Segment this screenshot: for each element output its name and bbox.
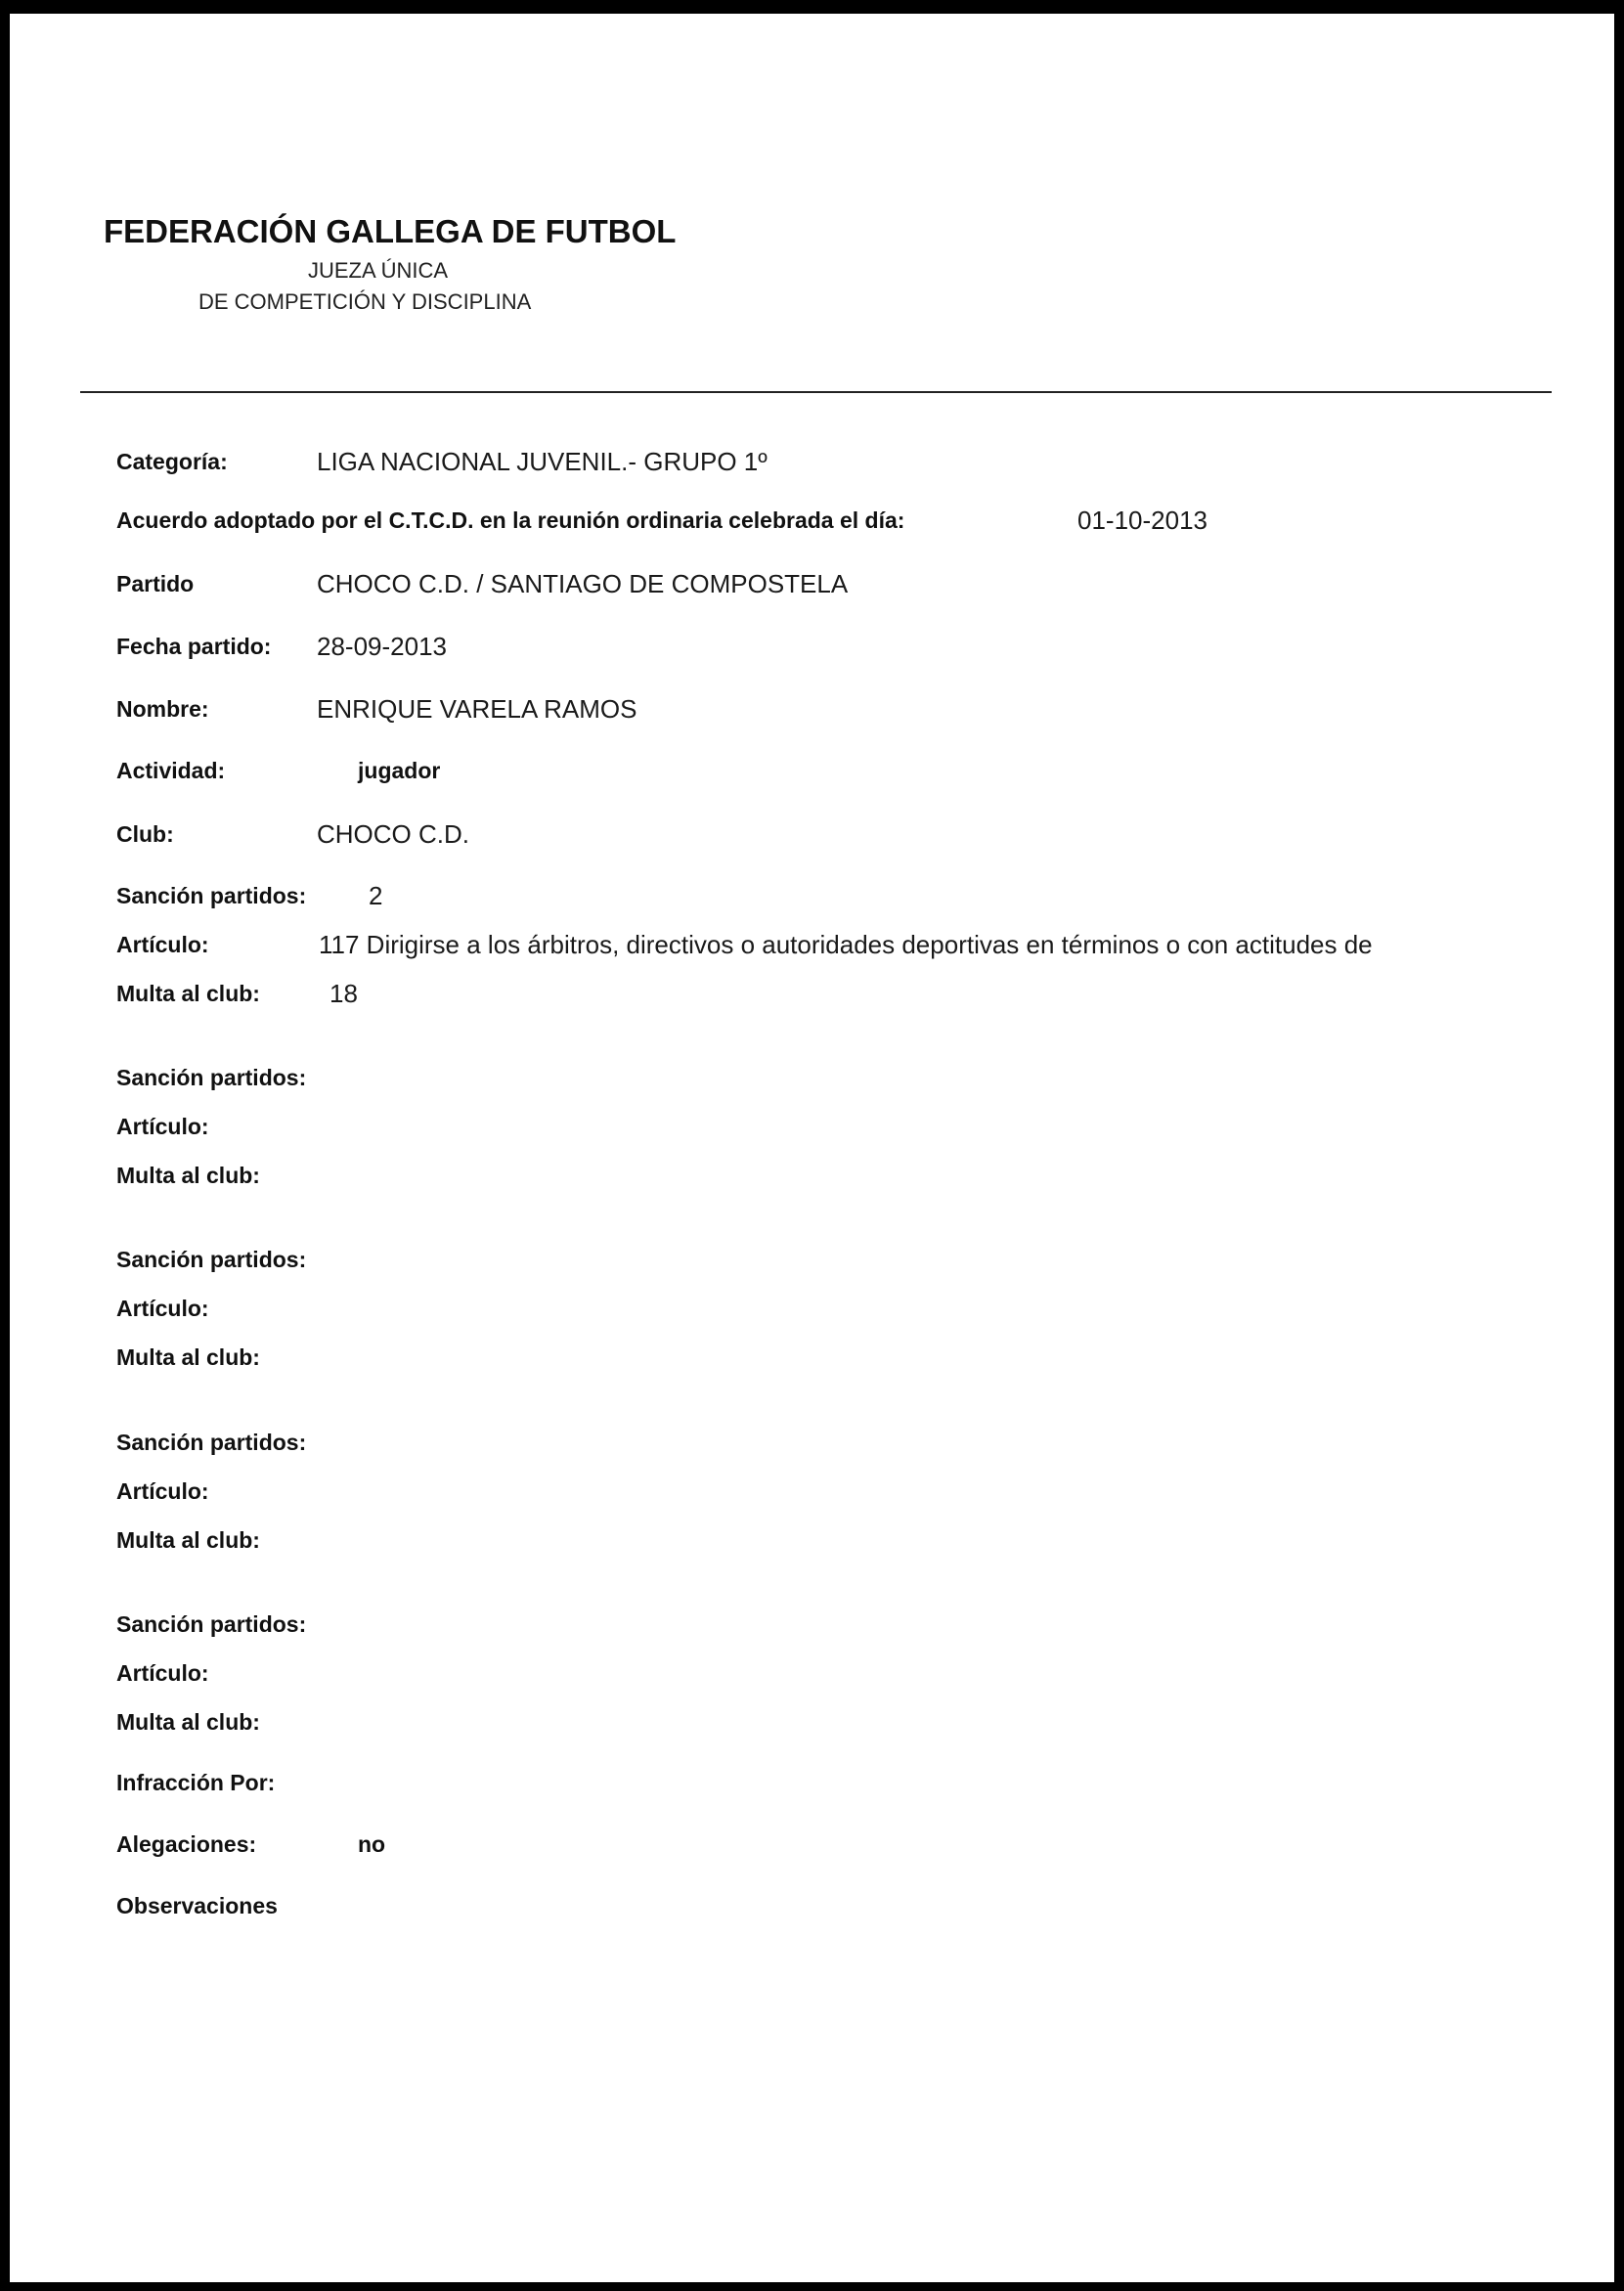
fecha-partido-value: 28-09-2013 bbox=[317, 632, 447, 661]
alegaciones-value: no bbox=[358, 1831, 386, 1857]
sancion-partidos-label: Sanción partidos: bbox=[116, 883, 307, 908]
articulo-value: 117 Dirigirse a los árbitros, directivos o autoridades deportivas en términos o con actitudes de bbox=[319, 930, 1373, 959]
articulo-label: Artículo: bbox=[116, 932, 209, 957]
multa-club-label: Multa al club: bbox=[116, 1527, 260, 1553]
club-value: CHOCO C.D. bbox=[317, 819, 469, 849]
categoria-value: LIGA NACIONAL JUVENIL.- GRUPO 1º bbox=[317, 447, 768, 476]
document-subtitle: DE COMPETICIÓN Y DISCIPLINA bbox=[198, 289, 532, 314]
multa-club-label: Multa al club: bbox=[116, 1163, 260, 1188]
nombre-label: Nombre: bbox=[116, 696, 209, 722]
actividad-value: jugador bbox=[358, 758, 441, 783]
observaciones-label: Observaciones bbox=[116, 1893, 278, 1918]
header-divider bbox=[80, 391, 1552, 393]
partido-label: Partido bbox=[116, 571, 195, 596]
document-title: FEDERACIÓN GALLEGA DE FUTBOL bbox=[104, 213, 677, 249]
multa-club-label: Multa al club: bbox=[116, 1344, 260, 1370]
document-page bbox=[10, 14, 1614, 2282]
multa-club-label: Multa al club: bbox=[116, 1709, 260, 1735]
multa-club-value: 18 bbox=[329, 979, 358, 1008]
sancion-partidos-label: Sanción partidos: bbox=[116, 1430, 307, 1455]
acuerdo-value: 01-10-2013 bbox=[1077, 506, 1207, 535]
nombre-value: ENRIQUE VARELA RAMOS bbox=[317, 694, 637, 724]
articulo-label: Artículo: bbox=[116, 1296, 209, 1321]
categoria-label: Categoría: bbox=[116, 449, 228, 474]
club-label: Club: bbox=[116, 821, 174, 847]
sancion-partidos-label: Sanción partidos: bbox=[116, 1065, 307, 1090]
actividad-label: Actividad: bbox=[116, 758, 226, 783]
infraccion-label: Infracción Por: bbox=[116, 1770, 276, 1795]
articulo-label: Artículo: bbox=[116, 1478, 209, 1504]
multa-club-label: Multa al club: bbox=[116, 981, 260, 1006]
sancion-partidos-value: 2 bbox=[369, 881, 383, 910]
articulo-label: Artículo: bbox=[116, 1114, 209, 1139]
articulo-label: Artículo: bbox=[116, 1660, 209, 1686]
sancion-partidos-label: Sanción partidos: bbox=[116, 1611, 307, 1637]
alegaciones-label: Alegaciones: bbox=[116, 1831, 257, 1857]
acuerdo-label: Acuerdo adoptado por el C.T.C.D. en la reunión ordinaria celebrada el día: bbox=[116, 507, 905, 533]
sancion-partidos-label: Sanción partidos: bbox=[116, 1247, 307, 1272]
fecha-partido-label: Fecha partido: bbox=[116, 634, 272, 659]
partido-value: CHOCO C.D. / SANTIAGO DE COMPOSTELA bbox=[317, 569, 849, 598]
document-subtitle: JUEZA ÚNICA bbox=[308, 258, 449, 283]
